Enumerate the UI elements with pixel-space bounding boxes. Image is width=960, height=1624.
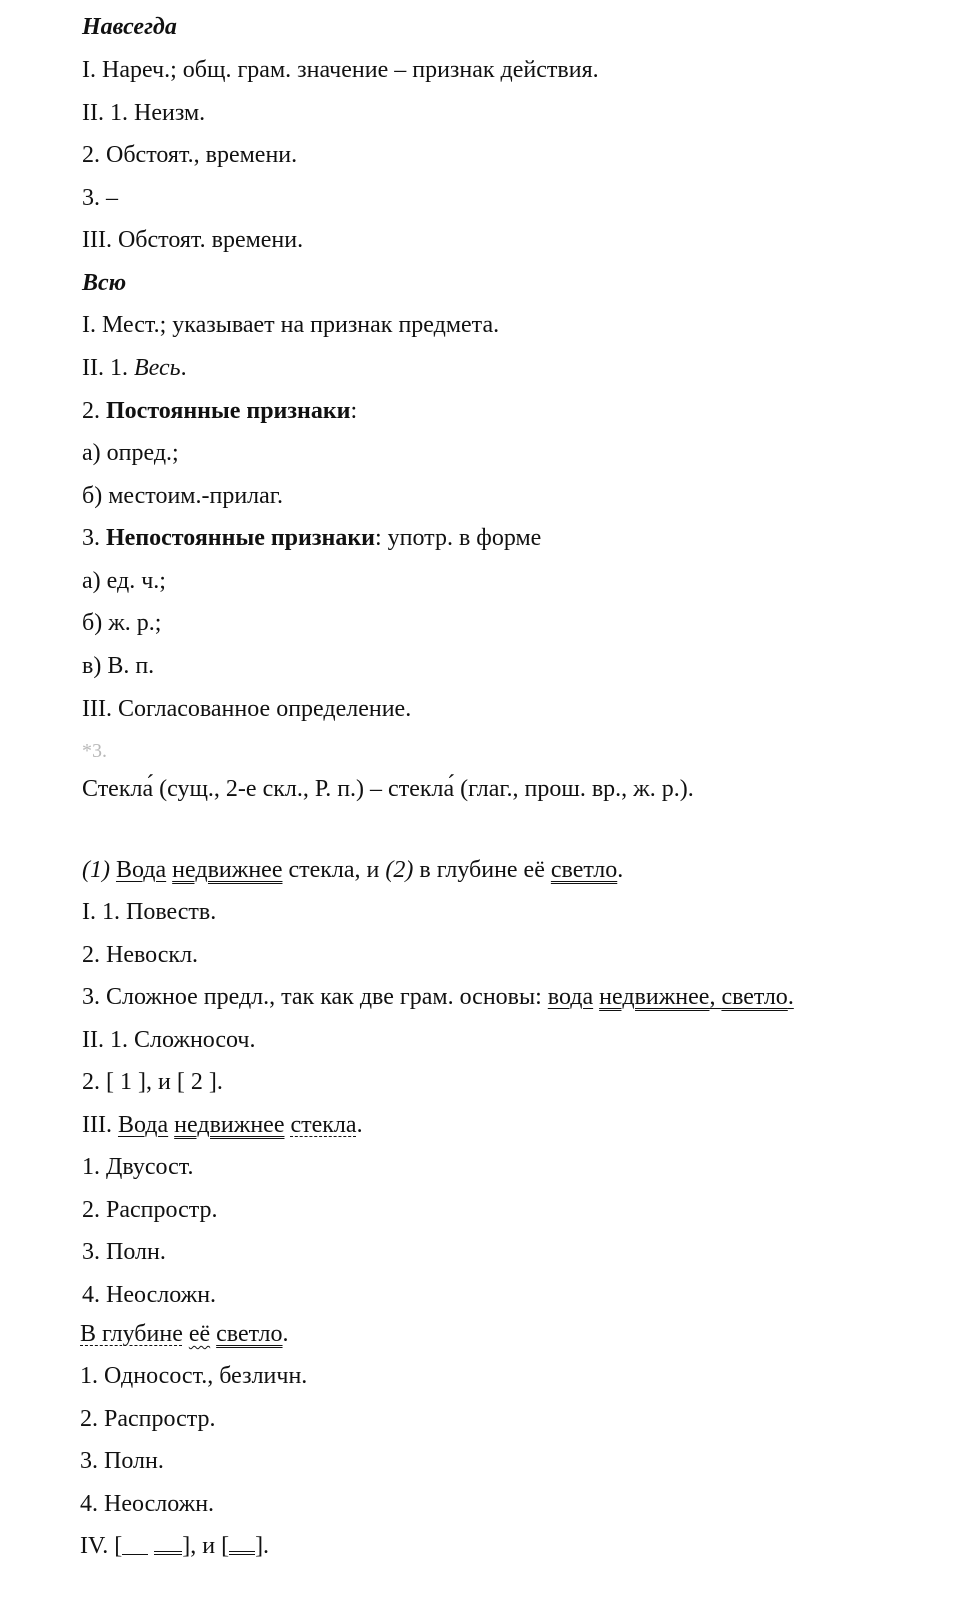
analysis-line-10: 4. Неосложн. [82,1282,217,1308]
analysis-line-9: 3. Полн. [82,1239,166,1265]
task-number-label: *3. [82,740,107,762]
predicate-mark [229,1533,255,1555]
navsegda-line-1: I. Нареч.; общ. грам. значение – признак действия. [82,57,599,83]
analysis-line-6: III. Вода недвижнее стекла. [82,1112,363,1138]
vsyu-line-4: а) опред.; [82,440,179,466]
navsegda-heading: Навсегда [82,14,177,40]
vsyu-line-7: а) ед. ч.; [82,568,166,594]
navsegda-line-5: III. Обстоят. времени. [82,227,304,253]
analysis-line-1: I. 1. Повеств. [82,899,217,925]
vsyu-line-6: 3. Непостоянные признаки: употр. в форме [82,525,542,551]
vsyu-line-9: в) В. п. [82,653,155,679]
vsyu-line-3: 2. Постоянные признаки: [82,398,358,424]
vsyu-line-10: III. Согласованное определение. [82,696,412,722]
analysis-line-12: 1. Односост., безличн. [80,1363,308,1389]
analysis-line-14: 3. Полн. [80,1448,164,1474]
predicate-nedvizhnee: недвижнее [172,857,283,883]
predicate-mark [154,1533,182,1555]
vsyu-line-2: II. 1. Весь. [82,355,187,381]
task3-line: Стекла́ (сущ., 2-е скл., Р. п.) – стекла́ (глаг., прош. вр., ж. р.). [82,776,694,802]
analysis-line-7: 1. Двусост. [82,1154,194,1180]
navsegda-line-2: II. 1. Неизм. [82,100,206,126]
sentence-line: (1) Вода недвижнее стекла, и (2) в глубине её светло. [82,857,624,883]
analysis-line-11: В глубине её светло. [80,1321,289,1347]
analysis-line-8: 2. Распростр. [82,1197,218,1223]
analysis-line-4: II. 1. Сложносоч. [82,1027,256,1053]
analysis-line-13: 2. Распростр. [80,1406,216,1432]
predicate-svetlo: светло [550,857,618,883]
initial-form-word: Весь [133,355,181,381]
vsyu-line-1: I. Мест.; указывает на признак предмета. [82,312,500,338]
analysis-line-15: 4. Неосложн. [80,1491,215,1517]
subject-voda: Вода [115,857,167,883]
analysis-line-2: 2. Невоскл. [82,942,199,968]
vsyu-line-8: б) ж. р.; [82,610,162,636]
vsyu-line-5: б) местоим.-прилаг. [82,483,283,509]
vsyu-heading: Всю [82,270,127,296]
analysis-line-3: 3. Сложное предл., так как две грам. основы: вода недвижнее, светло. [82,984,794,1010]
navsegda-line-4: 3. – [82,185,118,211]
sentence-scheme: IV. [ ], и [ ]. [80,1533,270,1559]
subject-mark [122,1534,148,1555]
navsegda-line-3: 2. Обстоят., времени. [82,142,298,168]
analysis-line-5: 2. [ 1 ], и [ 2 ]. [82,1069,223,1095]
